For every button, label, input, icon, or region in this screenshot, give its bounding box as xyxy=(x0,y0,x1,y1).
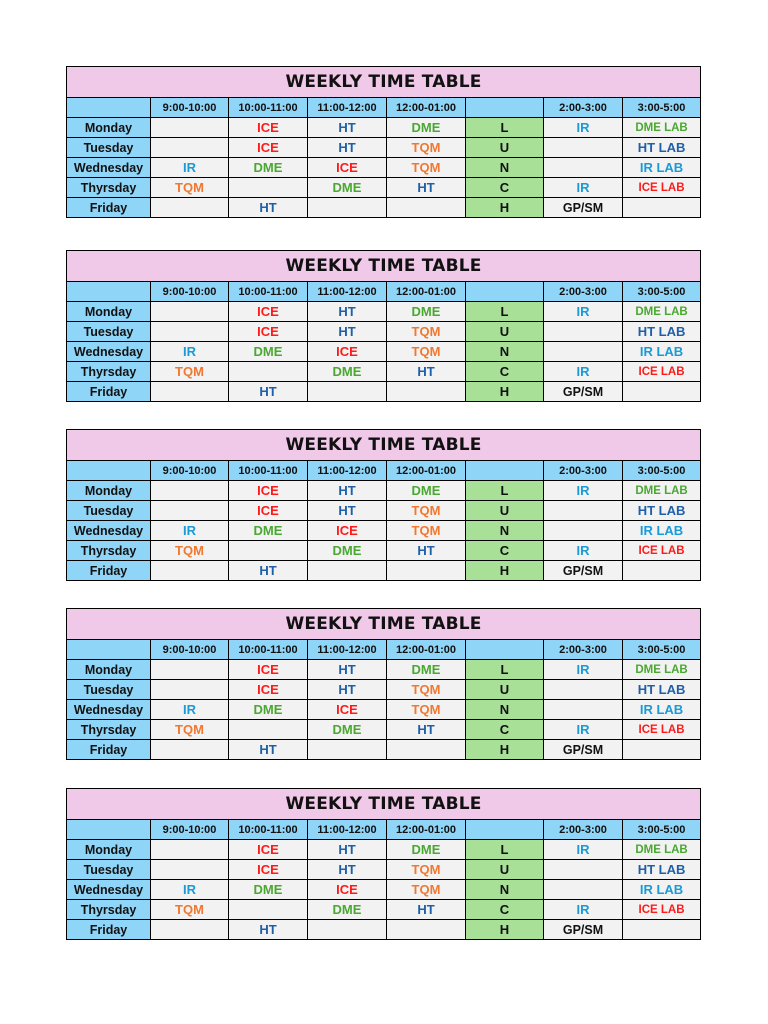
day-label: Tuesday xyxy=(67,138,151,158)
time-header-row xyxy=(67,282,701,302)
time-slot-header: 12:00-01:00 xyxy=(387,98,466,118)
time-slot-header: 10:00-11:00 xyxy=(229,98,308,118)
subject-cell xyxy=(151,561,229,581)
subject-cell: ICE xyxy=(229,501,308,521)
day-label: Monday xyxy=(67,840,151,860)
lunch-letter: U xyxy=(466,501,544,521)
timetable xyxy=(66,788,701,940)
subject-cell: IR xyxy=(151,700,229,720)
subject-cell xyxy=(151,860,229,880)
timetable-title: WEEKLY TIME TABLE xyxy=(67,67,701,98)
day-row xyxy=(67,740,701,760)
day-row xyxy=(67,561,701,581)
day-row xyxy=(67,660,701,680)
lab-cell: ICE LAB xyxy=(623,178,701,198)
subject-cell: TQM xyxy=(151,900,229,920)
time-header-row xyxy=(67,820,701,840)
day-label: Friday xyxy=(67,920,151,940)
subject-cell: GP/SM xyxy=(544,561,623,581)
subject-cell: DME xyxy=(229,158,308,178)
lab-cell: DME LAB xyxy=(623,118,701,138)
lab-cell: ICE LAB xyxy=(623,362,701,382)
subject-cell: HT xyxy=(229,561,308,581)
time-slot-header xyxy=(67,98,151,118)
lab-cell: DME LAB xyxy=(623,660,701,680)
subject-cell: DME xyxy=(387,840,466,860)
lab-cell: IR LAB xyxy=(623,880,701,900)
subject-cell: ICE xyxy=(229,302,308,322)
lunch-letter: C xyxy=(466,720,544,740)
day-label: Wednesday xyxy=(67,521,151,541)
day-row xyxy=(67,521,701,541)
timetable xyxy=(66,250,701,402)
subject-cell: DME xyxy=(229,342,308,362)
day-label: Tuesday xyxy=(67,322,151,342)
day-label: Wednesday xyxy=(67,880,151,900)
time-slot-header: 12:00-01:00 xyxy=(387,461,466,481)
lab-cell xyxy=(623,382,701,402)
time-slot-header xyxy=(466,640,544,660)
subject-cell xyxy=(229,541,308,561)
subject-cell xyxy=(387,740,466,760)
subject-cell xyxy=(308,382,387,402)
day-row xyxy=(67,720,701,740)
subject-cell: HT xyxy=(308,840,387,860)
day-label: Thyrsday xyxy=(67,541,151,561)
subject-cell: TQM xyxy=(151,541,229,561)
subject-cell: HT xyxy=(308,860,387,880)
time-slot-header: 11:00-12:00 xyxy=(308,640,387,660)
subject-cell: IR xyxy=(544,541,623,561)
subject-cell: ICE xyxy=(229,481,308,501)
subject-cell: HT xyxy=(229,920,308,940)
subject-cell: IR xyxy=(151,342,229,362)
lunch-letter: H xyxy=(466,561,544,581)
day-label: Monday xyxy=(67,302,151,322)
time-slot-header: 11:00-12:00 xyxy=(308,98,387,118)
lunch-letter: L xyxy=(466,481,544,501)
time-slot-header: 2:00-3:00 xyxy=(544,461,623,481)
subject-cell xyxy=(151,198,229,218)
subject-cell xyxy=(308,920,387,940)
subject-cell: GP/SM xyxy=(544,198,623,218)
subject-cell: IR xyxy=(544,178,623,198)
lunch-letter: N xyxy=(466,880,544,900)
subject-cell: DME xyxy=(308,541,387,561)
lab-cell: HT LAB xyxy=(623,860,701,880)
subject-cell: ICE xyxy=(308,342,387,362)
subject-cell xyxy=(151,302,229,322)
subject-cell xyxy=(387,920,466,940)
lunch-letter: U xyxy=(466,680,544,700)
timetable xyxy=(66,66,701,218)
day-label: Thyrsday xyxy=(67,900,151,920)
time-slot-header: 11:00-12:00 xyxy=(308,461,387,481)
subject-cell: IR xyxy=(544,118,623,138)
day-row xyxy=(67,840,701,860)
day-row xyxy=(67,880,701,900)
day-row xyxy=(67,501,701,521)
subject-cell: ICE xyxy=(229,322,308,342)
lab-cell xyxy=(623,920,701,940)
subject-cell: HT xyxy=(387,720,466,740)
lab-cell: HT LAB xyxy=(623,138,701,158)
day-row xyxy=(67,900,701,920)
lab-cell: DME LAB xyxy=(623,302,701,322)
lunch-letter: N xyxy=(466,342,544,362)
lunch-letter: H xyxy=(466,198,544,218)
subject-cell xyxy=(151,138,229,158)
day-label: Monday xyxy=(67,660,151,680)
lunch-letter: N xyxy=(466,158,544,178)
subject-cell: TQM xyxy=(387,700,466,720)
subject-cell: DME xyxy=(387,118,466,138)
lunch-letter: C xyxy=(466,541,544,561)
time-slot-header: 9:00-10:00 xyxy=(151,98,229,118)
lab-cell: IR LAB xyxy=(623,521,701,541)
lunch-letter: C xyxy=(466,900,544,920)
time-slot-header: 9:00-10:00 xyxy=(151,820,229,840)
subject-cell: DME xyxy=(229,880,308,900)
subject-cell xyxy=(151,660,229,680)
subject-cell: TQM xyxy=(387,521,466,541)
day-row xyxy=(67,342,701,362)
lab-cell: IR LAB xyxy=(623,342,701,362)
lab-cell: HT LAB xyxy=(623,322,701,342)
subject-cell xyxy=(229,720,308,740)
time-slot-header: 11:00-12:00 xyxy=(308,820,387,840)
time-slot-header: 12:00-01:00 xyxy=(387,820,466,840)
subject-cell: HT xyxy=(308,680,387,700)
time-header-row xyxy=(67,98,701,118)
subject-cell: DME xyxy=(229,700,308,720)
day-row xyxy=(67,481,701,501)
subject-cell: HT xyxy=(387,178,466,198)
subject-cell: HT xyxy=(308,302,387,322)
day-row xyxy=(67,198,701,218)
day-row xyxy=(67,382,701,402)
time-slot-header: 12:00-01:00 xyxy=(387,282,466,302)
lab-cell: ICE LAB xyxy=(623,900,701,920)
time-slot-header: 10:00-11:00 xyxy=(229,640,308,660)
subject-cell: IR xyxy=(544,720,623,740)
lab-cell: ICE LAB xyxy=(623,720,701,740)
subject-cell xyxy=(544,322,623,342)
time-slot-header xyxy=(466,820,544,840)
subject-cell xyxy=(151,322,229,342)
day-row xyxy=(67,322,701,342)
subject-cell: DME xyxy=(387,481,466,501)
day-row xyxy=(67,362,701,382)
day-label: Tuesday xyxy=(67,680,151,700)
lab-cell: IR LAB xyxy=(623,700,701,720)
subject-cell: GP/SM xyxy=(544,382,623,402)
subject-cell xyxy=(308,198,387,218)
subject-cell xyxy=(151,382,229,402)
subject-cell: ICE xyxy=(308,158,387,178)
lab-cell: HT LAB xyxy=(623,680,701,700)
lunch-letter: L xyxy=(466,840,544,860)
time-slot-header: 2:00-3:00 xyxy=(544,820,623,840)
subject-cell: HT xyxy=(229,740,308,760)
time-slot-header: 10:00-11:00 xyxy=(229,820,308,840)
time-header-row xyxy=(67,640,701,660)
subject-cell: HT xyxy=(308,481,387,501)
lunch-letter: L xyxy=(466,302,544,322)
time-slot-header xyxy=(67,820,151,840)
time-slot-header xyxy=(67,640,151,660)
lunch-letter: H xyxy=(466,740,544,760)
day-row xyxy=(67,700,701,720)
subject-cell xyxy=(151,481,229,501)
subject-cell: HT xyxy=(308,501,387,521)
subject-cell: HT xyxy=(308,118,387,138)
subject-cell xyxy=(544,860,623,880)
subject-cell xyxy=(387,561,466,581)
lunch-letter: L xyxy=(466,118,544,138)
day-label: Friday xyxy=(67,561,151,581)
subject-cell xyxy=(544,521,623,541)
subject-cell: TQM xyxy=(151,362,229,382)
day-row xyxy=(67,118,701,138)
subject-cell xyxy=(544,680,623,700)
subject-cell: DME xyxy=(308,178,387,198)
subject-cell: DME xyxy=(387,302,466,322)
subject-cell: IR xyxy=(544,660,623,680)
timetable-title: WEEKLY TIME TABLE xyxy=(67,609,701,640)
subject-cell: ICE xyxy=(308,700,387,720)
subject-cell: TQM xyxy=(387,680,466,700)
day-row xyxy=(67,158,701,178)
subject-cell xyxy=(387,382,466,402)
subject-cell: TQM xyxy=(387,158,466,178)
subject-cell: HT xyxy=(308,660,387,680)
time-slot-header: 11:00-12:00 xyxy=(308,282,387,302)
day-row xyxy=(67,860,701,880)
lab-cell: DME LAB xyxy=(623,481,701,501)
day-label: Thyrsday xyxy=(67,362,151,382)
subject-cell: TQM xyxy=(151,720,229,740)
subject-cell: IR xyxy=(544,362,623,382)
subject-cell: DME xyxy=(308,900,387,920)
lunch-letter: N xyxy=(466,521,544,541)
subject-cell: HT xyxy=(387,362,466,382)
subject-cell: HT xyxy=(387,541,466,561)
lab-cell: IR LAB xyxy=(623,158,701,178)
subject-cell xyxy=(308,740,387,760)
time-slot-header: 3:00-5:00 xyxy=(623,640,701,660)
day-label: Tuesday xyxy=(67,860,151,880)
subject-cell: DME xyxy=(229,521,308,541)
lunch-letter: H xyxy=(466,920,544,940)
timetable xyxy=(66,429,701,581)
time-slot-header xyxy=(466,461,544,481)
subject-cell xyxy=(151,740,229,760)
day-label: Wednesday xyxy=(67,158,151,178)
day-label: Wednesday xyxy=(67,700,151,720)
subject-cell: DME xyxy=(308,720,387,740)
subject-cell: HT xyxy=(308,322,387,342)
time-slot-header: 9:00-10:00 xyxy=(151,461,229,481)
subject-cell: HT xyxy=(387,900,466,920)
lunch-letter: U xyxy=(466,138,544,158)
subject-cell: DME xyxy=(387,660,466,680)
subject-cell xyxy=(151,920,229,940)
time-slot-header: 3:00-5:00 xyxy=(623,98,701,118)
subject-cell: ICE xyxy=(229,680,308,700)
day-label: Monday xyxy=(67,118,151,138)
day-row xyxy=(67,178,701,198)
time-slot-header: 9:00-10:00 xyxy=(151,640,229,660)
lab-cell xyxy=(623,198,701,218)
subject-cell: DME xyxy=(308,362,387,382)
time-slot-header: 3:00-5:00 xyxy=(623,282,701,302)
subject-cell xyxy=(151,840,229,860)
day-row xyxy=(67,302,701,322)
subject-cell: IR xyxy=(151,158,229,178)
time-slot-header xyxy=(466,98,544,118)
time-slot-header: 3:00-5:00 xyxy=(623,461,701,481)
subject-cell: ICE xyxy=(229,118,308,138)
subject-cell: ICE xyxy=(229,840,308,860)
day-label: Monday xyxy=(67,481,151,501)
day-label: Friday xyxy=(67,740,151,760)
time-slot-header: 2:00-3:00 xyxy=(544,282,623,302)
subject-cell xyxy=(151,501,229,521)
subject-cell: TQM xyxy=(387,138,466,158)
subject-cell xyxy=(387,198,466,218)
day-row xyxy=(67,541,701,561)
day-row xyxy=(67,920,701,940)
subject-cell: TQM xyxy=(387,342,466,362)
time-slot-header xyxy=(67,461,151,481)
subject-cell xyxy=(151,680,229,700)
subject-cell xyxy=(229,362,308,382)
day-row xyxy=(67,138,701,158)
timetable-title: WEEKLY TIME TABLE xyxy=(67,789,701,820)
subject-cell: ICE xyxy=(229,660,308,680)
subject-cell: HT xyxy=(308,138,387,158)
time-slot-header xyxy=(466,282,544,302)
time-slot-header: 3:00-5:00 xyxy=(623,820,701,840)
subject-cell: ICE xyxy=(308,521,387,541)
day-label: Wednesday xyxy=(67,342,151,362)
timetable-title: WEEKLY TIME TABLE xyxy=(67,430,701,461)
lunch-letter: C xyxy=(466,178,544,198)
day-label: Friday xyxy=(67,382,151,402)
subject-cell xyxy=(229,178,308,198)
lunch-letter: U xyxy=(466,860,544,880)
timetable xyxy=(66,608,701,760)
lab-cell xyxy=(623,740,701,760)
lab-cell: DME LAB xyxy=(623,840,701,860)
time-slot-header xyxy=(67,282,151,302)
subject-cell: ICE xyxy=(229,138,308,158)
lunch-letter: C xyxy=(466,362,544,382)
subject-cell: IR xyxy=(544,302,623,322)
subject-cell: IR xyxy=(151,880,229,900)
subject-cell xyxy=(544,342,623,362)
day-label: Friday xyxy=(67,198,151,218)
time-slot-header: 9:00-10:00 xyxy=(151,282,229,302)
subject-cell: IR xyxy=(544,840,623,860)
subject-cell: HT xyxy=(229,382,308,402)
subject-cell: IR xyxy=(544,481,623,501)
time-slot-header: 10:00-11:00 xyxy=(229,461,308,481)
subject-cell: IR xyxy=(151,521,229,541)
lunch-letter: L xyxy=(466,660,544,680)
time-slot-header: 2:00-3:00 xyxy=(544,640,623,660)
lunch-letter: H xyxy=(466,382,544,402)
subject-cell: TQM xyxy=(387,501,466,521)
subject-cell: GP/SM xyxy=(544,920,623,940)
subject-cell: IR xyxy=(544,900,623,920)
lab-cell xyxy=(623,561,701,581)
time-slot-header: 12:00-01:00 xyxy=(387,640,466,660)
subject-cell: ICE xyxy=(229,860,308,880)
lunch-letter: U xyxy=(466,322,544,342)
timetable-title: WEEKLY TIME TABLE xyxy=(67,251,701,282)
subject-cell xyxy=(544,700,623,720)
subject-cell: ICE xyxy=(308,880,387,900)
lab-cell: ICE LAB xyxy=(623,541,701,561)
subject-cell xyxy=(544,138,623,158)
subject-cell xyxy=(151,118,229,138)
day-row xyxy=(67,680,701,700)
subject-cell: HT xyxy=(229,198,308,218)
subject-cell xyxy=(544,880,623,900)
day-label: Tuesday xyxy=(67,501,151,521)
lab-cell: HT LAB xyxy=(623,501,701,521)
subject-cell xyxy=(308,561,387,581)
lunch-letter: N xyxy=(466,700,544,720)
time-header-row xyxy=(67,461,701,481)
subject-cell: GP/SM xyxy=(544,740,623,760)
time-slot-header: 2:00-3:00 xyxy=(544,98,623,118)
subject-cell: TQM xyxy=(387,860,466,880)
subject-cell: TQM xyxy=(151,178,229,198)
subject-cell xyxy=(544,501,623,521)
subject-cell xyxy=(229,900,308,920)
subject-cell: TQM xyxy=(387,880,466,900)
day-label: Thyrsday xyxy=(67,720,151,740)
day-label: Thyrsday xyxy=(67,178,151,198)
subject-cell: TQM xyxy=(387,322,466,342)
subject-cell xyxy=(544,158,623,178)
time-slot-header: 10:00-11:00 xyxy=(229,282,308,302)
